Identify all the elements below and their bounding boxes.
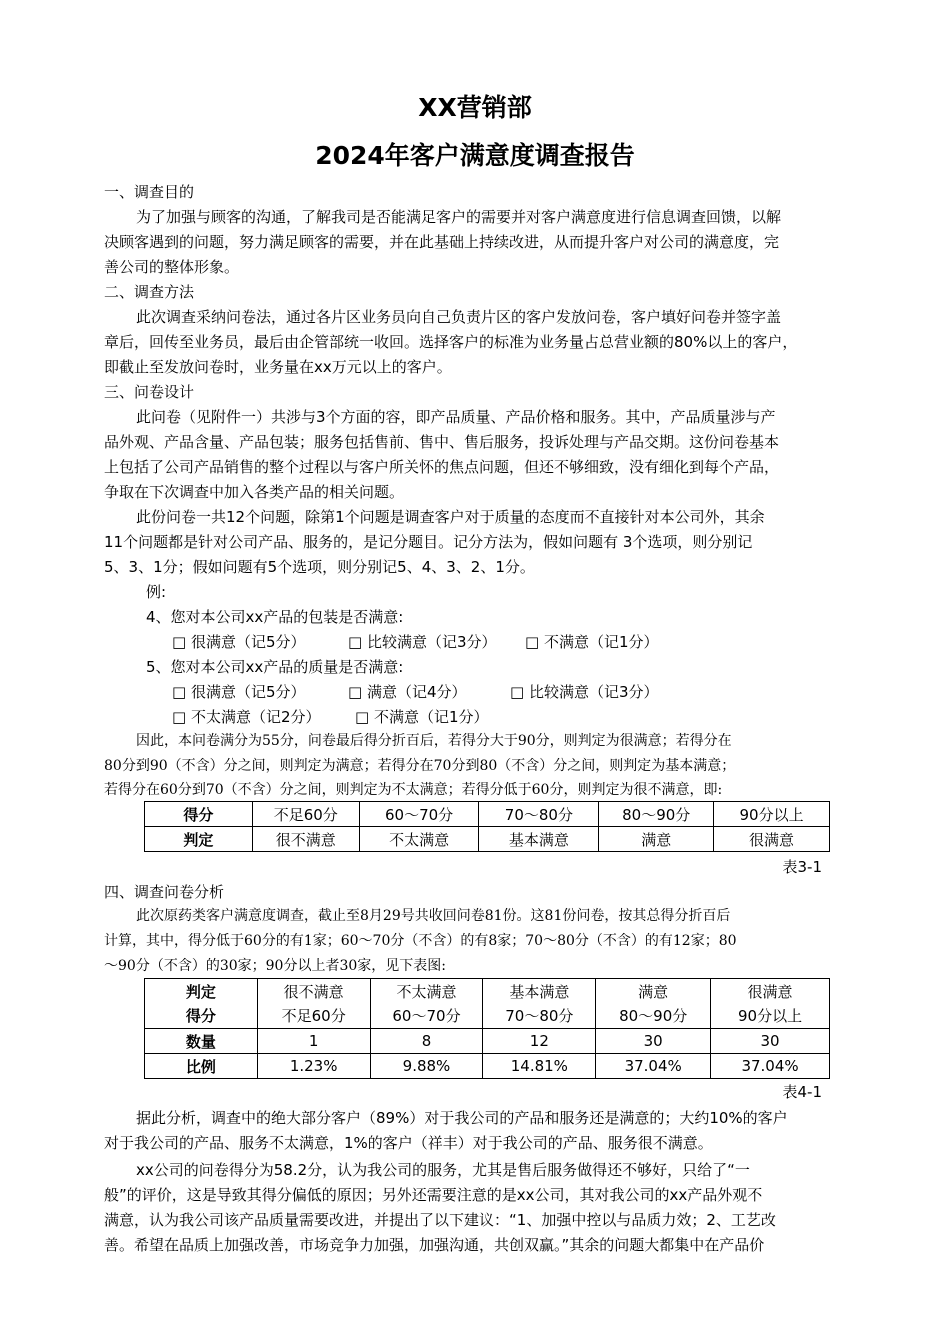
paragraph-line: 章后，回传至业务员，最后由企管部统一收回。选择客户的标准为业务量占总营业额的80%以上的客户， bbox=[104, 333, 798, 351]
paragraph-line: 此次调查采纳问卷法，通过各片区业务员向自己负责片区的客户发放问卷，客户填好问卷并签字盖 bbox=[136, 308, 782, 326]
score-text: 60～70分 bbox=[392, 1006, 461, 1025]
document-title: XX营销部 bbox=[418, 93, 532, 122]
judgement-text: 很不满意 bbox=[283, 982, 344, 1001]
paragraph-line: 若得分在60分到70（不含）分之间，则判定为不太满意；若得分低于60分，则判定为很不满意，即: bbox=[104, 782, 723, 798]
paragraph-line: 80分到90（不含）分之间，则判定为满意；若得分在70分到80（不含）分之间，则判定为基本满意； bbox=[104, 758, 736, 774]
table-cell bbox=[257, 979, 370, 1029]
table-cell: 80～90分 bbox=[599, 802, 714, 827]
table-cell: 满意 bbox=[599, 827, 714, 852]
judgement-text: 基本满意 bbox=[509, 982, 570, 1001]
section-heading: 二、调查方法 bbox=[104, 283, 195, 301]
row-label-group bbox=[145, 979, 258, 1029]
paragraph-line: 对于我公司的产品、服务不太满意，1%的客户（祥丰）对于我公司的产品、服务很不满意。 bbox=[104, 1134, 713, 1152]
table-cell: 1 bbox=[257, 1029, 370, 1054]
paragraph-line: ～90分（不含）的30家；90分以上者30家，见下表图: bbox=[104, 958, 446, 974]
checkbox-option: □ 比较满意（记3分） bbox=[510, 683, 659, 701]
table-cell: 不太满意 bbox=[359, 827, 479, 852]
table-cell: 90分以上 bbox=[714, 802, 830, 827]
row-label: 比例 bbox=[145, 1054, 258, 1079]
paragraph-line: 般”的评价，这是导致其得分偏低的原因；另外还需要注意的是xx公司，其对我公司的xx产品外观不 bbox=[104, 1186, 763, 1204]
paragraph-line: xx公司的问卷得分为58.2分，认为我公司的服务，尤其是售后服务做得还不够好，只给了“一 bbox=[136, 1161, 750, 1179]
paragraph-line: 11个问题都是针对公司产品、服务的，是记分题目。记分方法为，假如问题有 3个选项，则分别记 bbox=[104, 533, 753, 551]
paragraph-line: 此次原药类客户满意度调查，截止至8月29号共收回问卷81份。这81份问卷，按其总得分折百后 bbox=[136, 908, 731, 924]
table-cell: 很不满意 bbox=[252, 827, 359, 852]
question-4: 4、您对本公司xx产品的包装是否满意: bbox=[146, 608, 404, 626]
paragraph-line: 此问卷（见附件一）共涉与3个方面的容，即产品质量、产品价格和服务。其中，产品质量涉与产 bbox=[136, 408, 776, 426]
checkbox-option: □ 不满意（记1分） bbox=[525, 633, 659, 651]
judgement-text: 不太满意 bbox=[396, 982, 457, 1001]
row-label: 得分 bbox=[185, 1006, 216, 1025]
judgement-text: 很满意 bbox=[747, 982, 793, 1001]
table-caption: 表3-1 bbox=[782, 858, 822, 876]
table-cell: 14.81% bbox=[483, 1054, 596, 1079]
score-text: 80～90分 bbox=[619, 1006, 688, 1025]
row-label: 判定 bbox=[145, 827, 253, 852]
table-row bbox=[145, 802, 830, 827]
row-label: 数量 bbox=[145, 1029, 258, 1054]
table-cell: 37.04% bbox=[596, 1054, 711, 1079]
section-heading: 三、问卷设计 bbox=[104, 383, 195, 401]
row-label: 得分 bbox=[145, 802, 253, 827]
row-label: 判定 bbox=[185, 982, 216, 1001]
table-cell: 不足60分 bbox=[252, 802, 359, 827]
paragraph-line: 善公司的整体形象。 bbox=[104, 258, 240, 276]
table-caption: 表4-1 bbox=[782, 1083, 822, 1101]
document-subtitle: 2024年客户满意度调查报告 bbox=[315, 141, 635, 170]
table-cell: 60～70分 bbox=[359, 802, 479, 827]
checkbox-option: □ 很满意（记5分） bbox=[172, 683, 306, 701]
table-row bbox=[145, 1054, 830, 1079]
paragraph-line: 因此，本问卷满分为55分，问卷最后得分折百后，若得分大于90分，则判定为很满意；若得分在 bbox=[136, 733, 732, 749]
table-cell: 8 bbox=[370, 1029, 483, 1054]
table-row bbox=[145, 827, 830, 852]
table-cell: 70～80分 bbox=[479, 802, 599, 827]
table-cell: 12 bbox=[483, 1029, 596, 1054]
table-row bbox=[145, 1029, 830, 1054]
example-label: 例: bbox=[146, 583, 167, 601]
checkbox-option: □ 比较满意（记3分） bbox=[348, 633, 497, 651]
paragraph-line: 上包括了公司产品销售的整个过程以与客户所关怀的焦点问题，但还不够细致，没有细化到每个产品， bbox=[104, 458, 780, 476]
table-cell: 很满意 bbox=[714, 827, 830, 852]
paragraph-line: 善。希望在品质上加强改善，市场竞争力加强，加强沟通，共创双赢。”其余的问题大都集中在产品价 bbox=[104, 1236, 765, 1254]
table-cell bbox=[483, 979, 596, 1029]
table-cell: 基本满意 bbox=[479, 827, 599, 852]
section-heading: 一、调查目的 bbox=[104, 183, 195, 201]
paragraph-line: 决顾客遇到的问题，努力满足顾客的需要，并在此基础上持续改进，从而提升客户对公司的满意度，完 bbox=[104, 233, 780, 251]
table-cell: 37.04% bbox=[711, 1054, 830, 1079]
table-cell: 9.88% bbox=[370, 1054, 483, 1079]
checkbox-option: □ 不太满意（记2分） bbox=[172, 708, 321, 726]
question-5: 5、您对本公司xx产品的质量是否满意: bbox=[146, 658, 404, 676]
score-text: 70～80分 bbox=[505, 1006, 574, 1025]
table-cell: 1.23% bbox=[257, 1054, 370, 1079]
score-text: 不足60分 bbox=[281, 1006, 346, 1025]
paragraph-line: 品外观、产品含量、产品包装；服务包括售前、售中、售后服务，投诉处理与产品交期。这份问卷基本 bbox=[104, 433, 780, 451]
score-text: 90分以上 bbox=[738, 1006, 803, 1025]
checkbox-option: □ 满意（记4分） bbox=[348, 683, 467, 701]
table-cell: 30 bbox=[596, 1029, 711, 1054]
paragraph-line: 满意，认为我公司该产品质量需要改进，并提出了以下建议：“1、加强中控以与品质力效；2、工艺改 bbox=[104, 1211, 776, 1229]
score-judgement-table bbox=[144, 801, 830, 852]
checkbox-option: □ 很满意（记5分） bbox=[172, 633, 306, 651]
section-heading: 四、调查问卷分析 bbox=[104, 883, 225, 901]
table-cell bbox=[370, 979, 483, 1029]
paragraph-line: 为了加强与顾客的沟通，了解我司是否能满足客户的需要并对客户满意度进行信息调查回馈，以解 bbox=[136, 208, 782, 226]
checkbox-option: □ 不满意（记1分） bbox=[355, 708, 489, 726]
table-cell bbox=[596, 979, 711, 1029]
judgement-text: 满意 bbox=[638, 982, 669, 1001]
survey-results-table bbox=[144, 978, 830, 1079]
table-cell: 30 bbox=[711, 1029, 830, 1054]
paragraph-line: 此份问卷一共12个问题，除第1个问题是调查客户对于质量的态度而不直接针对本公司外，其余 bbox=[136, 508, 765, 526]
table-cell bbox=[711, 979, 830, 1029]
paragraph-line: 即截止至发放问卷时，业务量在xx万元以上的客户。 bbox=[104, 358, 452, 376]
paragraph-line: 争取在下次调查中加入各类产品的相关问题。 bbox=[104, 483, 405, 501]
table-row bbox=[145, 979, 830, 1029]
paragraph-line: 据此分析，调查中的绝大部分客户（89%）对于我公司的产品和服务还是满意的；大约10%的客户 bbox=[136, 1109, 788, 1127]
paragraph-line: 5、3、1分；假如问题有5个选项，则分别记5、4、3、2、1分。 bbox=[104, 558, 535, 576]
paragraph-line: 计算，其中，得分低于60分的有1家；60～70分（不含）的有8家；70～80分（不含）的有12家；80 bbox=[104, 933, 737, 949]
